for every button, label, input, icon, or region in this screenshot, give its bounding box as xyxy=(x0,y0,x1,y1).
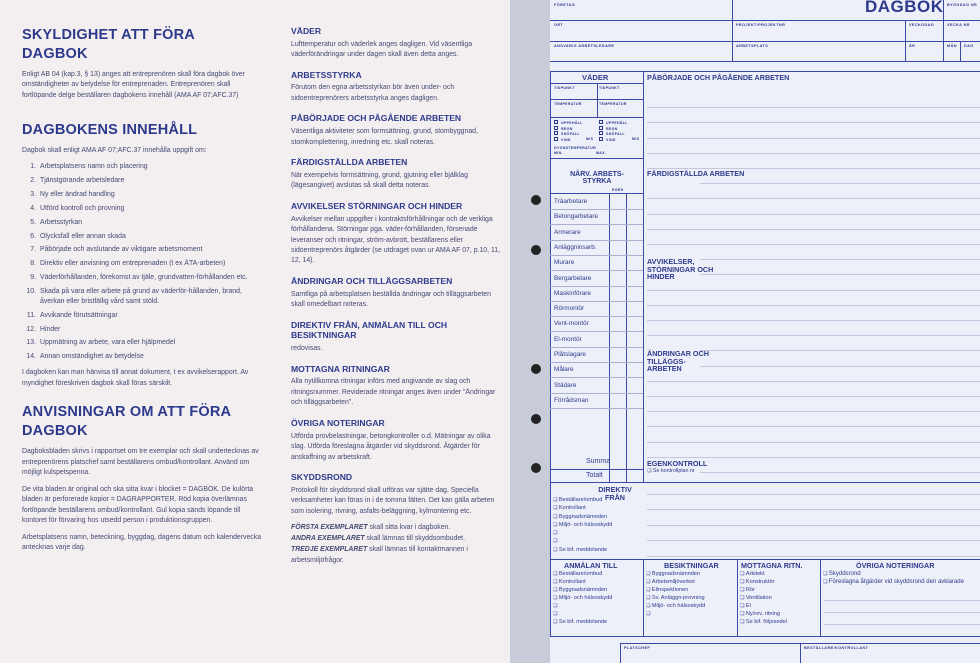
label-temperatur-2: TEMPERATUR xyxy=(599,102,627,106)
heading-skyddsrond: SKYDDSROND xyxy=(291,472,353,482)
label-arbetsplats: ARBETSPLATS xyxy=(736,44,769,48)
rule xyxy=(820,559,821,636)
label-max: MAX. xyxy=(596,151,607,155)
weather-checkbox[interactable] xyxy=(599,120,603,124)
label-temperatur-1: TEMPERATUR xyxy=(554,102,582,106)
frame-left xyxy=(550,71,551,637)
checkbox-item[interactable]: ❑ Se bif. följesedel xyxy=(740,619,787,627)
header-divider xyxy=(732,0,733,61)
writing-line[interactable] xyxy=(647,138,980,139)
content-list-item: 4. Utförd kontroll och provning xyxy=(30,204,125,212)
trade-label: Träarbetare xyxy=(554,198,588,205)
punch-hole xyxy=(531,195,541,205)
section-besiktningar: BESIKTNINGAR xyxy=(664,561,719,570)
label-summa: Summa xyxy=(586,458,611,465)
content-list-item: 1. Arbetsplatsens namn och placering xyxy=(30,163,148,171)
writing-line[interactable] xyxy=(647,442,980,443)
weather-option-label: UPPEHÅLL xyxy=(606,121,628,125)
section-narv-arbetsstyrka: NÄRV. ARBETS-STYRKA xyxy=(570,171,624,186)
text-anvisning-2: De vita bladen är original och ska sitta kvar i blocket = DAGBOK. De kulörta bladen är perforerade kopior = DAGRAPPORTER. Röd kopia överlämnas fortlöpande beställarens ombud/kontrollant. Gul kopia sänds löpande till kontoret för förvaring hos utsedd person i produktionsgruppen. xyxy=(22,485,254,525)
trade-row-line xyxy=(550,240,643,241)
writing-line[interactable] xyxy=(647,305,980,306)
text-direktiv: redovisas. xyxy=(291,345,323,353)
writing-line[interactable] xyxy=(647,540,980,541)
writing-line[interactable] xyxy=(700,472,980,473)
writing-line[interactable] xyxy=(647,457,980,458)
checkbox-item[interactable] xyxy=(553,603,612,611)
text-andringar: Samtliga på arbetsplatsen beställda ändringar och tilläggsarbeten skall omedelbart noteras. xyxy=(291,290,491,309)
writing-line[interactable] xyxy=(647,122,980,123)
content-list-item: 5. Arbetsstyrkan xyxy=(30,218,83,226)
content-list-item: 2. Tjänstgörande arbetsledare xyxy=(30,177,125,185)
content-list-item: 9. Väderförhållanden, förekomst av tjäle, grundvatten-förhållanden etc. xyxy=(30,273,248,281)
form-page xyxy=(510,0,980,663)
heading-vader: VÄDER xyxy=(291,26,322,36)
checkbox-item[interactable]: ❑ Byggnadsnämnden xyxy=(553,513,612,521)
checkbox-item[interactable] xyxy=(553,537,612,545)
rule xyxy=(626,193,627,483)
content-list-item: 11. Avvikande förutsättningar xyxy=(26,311,118,319)
trade-label: Bergarbetare xyxy=(554,274,592,282)
heading-avvikelser: AVVIKELSER STÖRNINGAR OCH HINDER xyxy=(291,200,463,211)
writing-line[interactable] xyxy=(647,411,980,412)
writing-line[interactable] xyxy=(647,229,980,230)
punch-hole xyxy=(531,463,541,473)
label-totalt: Totalt xyxy=(586,472,603,479)
frame-top xyxy=(550,71,980,72)
section-anmalan: ANMÄLAN TILL xyxy=(564,561,618,570)
rule xyxy=(643,559,644,636)
text-skyddsrond: Protokoll för skyddsrond skall utföras var sjätte dag. Speciella verksamheter kan föras in i de tomma fälten. Det kan gälla arbeten som isolering, rivning, asfalts-beläggning, kylmontering etc. xyxy=(291,486,495,515)
text-ovriga: Utförda provbelastningar, betongkontroller o.d. Mätningar av olika slag. Utförda föreslagna åtgärder vid skyddsrond. Åtgärder för anskaffning av arbetskraft. xyxy=(291,432,491,461)
rule xyxy=(550,117,643,118)
rule xyxy=(800,643,801,663)
section-direktiv: DIREKTIV FRÅN xyxy=(598,485,632,502)
label-tidpunkt-1: TIDPUNKT xyxy=(554,86,575,90)
direktiv-checklist xyxy=(553,496,612,554)
weather-option-label: REGN xyxy=(606,126,618,131)
content-list-item: 13. Uppmätning av arbete, vara eller hjälpmedel xyxy=(26,339,176,347)
writing-line[interactable] xyxy=(647,153,980,154)
rule xyxy=(550,193,643,194)
section-vader: VÄDER xyxy=(582,73,609,82)
writing-line[interactable] xyxy=(647,214,980,215)
weather-checkbox[interactable] xyxy=(599,131,603,135)
heading-anvisningar: ANVISNINGAR OM ATT FÖRA DAGBOK xyxy=(22,404,231,440)
ovriga-checklist xyxy=(823,571,973,587)
checkbox-item[interactable]: ❑ Miljö- och hälsoskydd xyxy=(553,521,612,529)
checkbox-item[interactable]: ❑ Se bif. meddelande xyxy=(553,546,612,554)
writing-line[interactable] xyxy=(647,556,980,557)
text-skyldighet: Enligt AB 04 (kap.3, § 13) anges att entreprenören skall föra dagbok över omständigheter av betydelse för entreprenaden. Entreprenören skall fortlöpande delge beställaren dagbokens innehåll (AMA AF 07;AFC.37) xyxy=(22,70,245,99)
checkbox-item[interactable]: ❑ Se bif. meddelande xyxy=(553,619,612,627)
checkbox-item[interactable]: ❑ Kontrollant xyxy=(553,504,612,512)
trade-row-line xyxy=(550,255,643,256)
punch-hole xyxy=(531,414,541,424)
writing-line[interactable] xyxy=(700,259,980,260)
content-list-item: 12. Hinder xyxy=(26,325,61,333)
text-fardigstallda: När exempelvis formsättning, grund, gjutning eller bjälklag (lägesangivet) avslutas så skall detta noteras. xyxy=(291,171,468,190)
trade-label: Rörmontör xyxy=(554,305,585,313)
weather-option-label: SNÖFALL xyxy=(561,132,580,137)
exemplar-1: FÖRSTA EXEMPLARET skall sitta kvar i dagboken. xyxy=(291,524,451,532)
label-byggdag: BYGGDAG NR xyxy=(947,3,978,7)
content-list-item: 7. Påbörjade och avslutande av viktigare arbetsmoment xyxy=(30,246,203,254)
checkbox-item[interactable]: ❑ Miljö- och hälsoskydd xyxy=(553,595,612,603)
section-ovriga: ÖVRIGA NOTERINGAR xyxy=(856,561,935,570)
text-hanvisa: I dagboken kan man hänvisa till annat dokument, t ex avvikelserapport. Av myndighet föreskriven dagbok skall föras särskilt. xyxy=(22,369,249,387)
heading-fardigstallda: FÄRDIGSTÄLLDA ARBETEN xyxy=(291,157,408,168)
heading-arbetsstyrka: ARBETSSTYRKA xyxy=(291,69,362,80)
writing-line[interactable] xyxy=(700,183,980,184)
trade-row-line xyxy=(550,377,643,378)
label-projekt: PROJEKT/PROJEKTNR xyxy=(736,23,786,27)
label-platschef: PLATSCHEF xyxy=(624,646,651,650)
frame-bottom xyxy=(550,636,980,637)
trade-row-line xyxy=(550,316,643,317)
label-bestallare: BESTÄLLARE/KONTROLLANT xyxy=(804,646,869,650)
form-title: DAGBOK xyxy=(865,0,944,16)
checkbox-item[interactable]: ❑ Arkitekt xyxy=(740,571,787,579)
content-list-item: 3. Ny eller ändrad handling xyxy=(30,191,115,199)
trade-label: Vent-montör xyxy=(554,320,589,328)
header-rule xyxy=(550,41,980,42)
besiktningar-checklist xyxy=(646,571,705,619)
exemplar-2: ANDRA EXEMPLARET skall lämnas till skyddsombudet. xyxy=(291,535,465,543)
label-tidpunkt-2: TIDPUNKT xyxy=(599,86,620,90)
header-divider xyxy=(960,41,961,61)
rule xyxy=(550,469,643,470)
trade-label: Målare xyxy=(554,366,574,374)
content-list xyxy=(22,162,262,362)
writing-line[interactable] xyxy=(647,107,980,108)
writing-line[interactable] xyxy=(647,509,980,510)
trade-row-line xyxy=(550,393,643,394)
checkbox-item[interactable]: ❑ Föreslagna åtgärder vid skyddsrond den avklarade xyxy=(823,579,973,587)
header-rule xyxy=(550,20,980,21)
writing-line[interactable] xyxy=(647,335,980,336)
rule xyxy=(550,482,980,483)
column-divider xyxy=(643,71,644,482)
instruction-column-2 xyxy=(291,26,501,566)
text-mottagna-ritningar: Alla nytillkomna ritningar införs med angivande av slag och ritningsnummer. Reviderade ritningar anges även under "Ändringar och tilläggsarbeten". xyxy=(291,378,496,407)
trade-row-line xyxy=(550,270,643,271)
content-list-item: 8. Direktiv eller anvisning om entreprenaden (t ex ÄTA-arbeten) xyxy=(30,260,226,268)
trade-label: Murare xyxy=(554,259,575,267)
trade-row-line xyxy=(550,362,643,363)
anmalan-checklist xyxy=(553,571,612,627)
text-anvisning-1: Dagboksbladen skrivs i rapportset om tre exemplar och skall undertecknas av entreprenörens platschef samt beställarens ombud/kontrollant. Använd om möjligt kulspetspenna. xyxy=(22,448,259,477)
weather-checkbox[interactable] xyxy=(599,126,603,130)
weather-checkbox[interactable] xyxy=(554,126,558,130)
section-paborjade: PÅBÖRJADE OCH PÅGÅENDE ARBETEN xyxy=(647,73,790,82)
egenkontroll-item[interactable]: ❑ Se kontrollplan nr xyxy=(647,468,695,475)
label-veckodag: VECKODAG xyxy=(909,23,935,27)
trade-row-line xyxy=(550,408,643,409)
label-ort: ORT xyxy=(554,23,564,27)
trade-row-line xyxy=(550,301,643,302)
weather-option-label: VIND xyxy=(561,137,571,142)
checkbox-item[interactable]: ❑ Sv. Anläggn-provning xyxy=(646,595,705,603)
rule xyxy=(597,83,598,117)
checkbox-item[interactable]: ❑ Arbetsmiljöverket xyxy=(646,579,705,587)
trade-label: El-montör xyxy=(554,335,582,343)
mottagna-checklist xyxy=(740,571,787,627)
label-foretag: FÖRETAG xyxy=(554,3,576,7)
weather-checkbox[interactable] xyxy=(599,137,603,141)
checkbox-item[interactable]: ❑ Skyddsrond xyxy=(823,571,973,579)
trade-label: Anläggninsarb. xyxy=(554,243,597,251)
checkbox-item[interactable]: ❑ El xyxy=(740,603,787,611)
text-innehall: Dagbok skall enligt AMA AF 07;AFC.37 innehålla uppgift om: xyxy=(22,146,207,154)
heading-mottagna-ritningar: MOTTAGNA RITNINGAR xyxy=(291,363,390,374)
checkbox-item[interactable] xyxy=(646,611,705,619)
rule xyxy=(620,643,621,663)
label-man: MÅN xyxy=(947,44,957,48)
rule xyxy=(550,559,980,560)
heading-innehall: DAGBOKENS INNEHÅLL xyxy=(22,122,198,139)
trade-row-line xyxy=(550,347,643,348)
label-egen: EGEN xyxy=(612,188,624,192)
writing-line[interactable] xyxy=(700,366,980,367)
writing-line[interactable] xyxy=(647,320,980,321)
section-fardigstallda: FÄRDIGSTÄLLDA ARBETEN xyxy=(647,169,745,178)
weather-option-label: VIND xyxy=(606,137,616,142)
trade-label: Armerare xyxy=(554,228,581,236)
checkbox-item[interactable]: ❑ Beställare/ombud xyxy=(553,496,612,504)
rule xyxy=(550,158,643,159)
writing-line[interactable] xyxy=(824,600,980,601)
checkbox-item[interactable]: ❑ Kontrollant xyxy=(553,579,612,587)
trade-row-line xyxy=(550,286,643,287)
heading-andringar: ÄNDRINGAR OCH TILLÄGGSARBETEN xyxy=(291,275,453,286)
writing-line[interactable] xyxy=(647,168,980,169)
checkbox-item[interactable] xyxy=(553,611,612,619)
trade-row-line xyxy=(550,224,643,225)
rule xyxy=(609,193,610,483)
trade-label: Förrådsman xyxy=(554,396,589,404)
section-avvikelser: AVVIKELSER, STÖRNINGAR OCH HINDER xyxy=(647,257,714,282)
weather-checkbox[interactable] xyxy=(554,120,558,124)
label-ar: ÅR xyxy=(909,44,916,48)
checkbox-item[interactable]: ❑ Rör xyxy=(740,587,787,595)
writing-line[interactable] xyxy=(824,612,980,613)
weather-option-label: REGN xyxy=(561,126,573,131)
text-paborjade: Väsentliga aktiviteter som formsättning, grund, stombyggnad, stomkomplettering, inredning etc. skall noteras. xyxy=(291,128,478,146)
writing-line[interactable] xyxy=(647,198,980,199)
trade-label: Maskinförare xyxy=(554,289,591,297)
writing-line[interactable] xyxy=(647,396,980,397)
writing-line[interactable] xyxy=(647,290,980,291)
writing-line[interactable] xyxy=(824,624,980,625)
label-min: MIN. xyxy=(554,151,563,155)
text-avvikelser: Avvikelser mellan uppgifter i kontraktsförhållningar och de verkliga förhållandena. Störningar pga. väder-förhållanden, försenade leveranser och ritningar, ström-avbrott, beställarens eller sidoentreprenörs åtgärder (se utdraget ovan ur AMA AF 07, p.10, 11, 12, 14). xyxy=(291,215,501,265)
checkbox-item[interactable]: ❑ Elinspektionen xyxy=(646,587,705,595)
checkbox-item[interactable]: ❑ Ventilation xyxy=(740,595,787,603)
content-list-item: 6. Olycksfall eller annan skada xyxy=(30,232,126,240)
content-list-item: 10. Skada på vara eller arbete på grund av väderför-hållanden, brand, åverkan eller bristfällig vård samt stöld. xyxy=(26,287,242,305)
writing-line[interactable] xyxy=(647,244,980,245)
exemplar-3: TREDJE EXEMPLARET skall lämnas till kontaktmannen i arbetsmiljöfrågor. xyxy=(291,546,468,565)
weather-option-label: SNÖFALL xyxy=(606,132,625,137)
writing-line[interactable] xyxy=(700,274,980,275)
checkbox-item[interactable]: ❑ Ny/rev. ritning xyxy=(740,611,787,619)
text-anvisning-3: Arbetsplatsens namn, beteckning, byggdag, dagens datum och kalendervecka antecknas varje dag. xyxy=(22,533,262,551)
weather-checkbox[interactable] xyxy=(554,131,558,135)
section-mottagna: MOTTAGNA RITN. xyxy=(741,561,803,570)
checkbox-item[interactable] xyxy=(553,529,612,537)
punch-hole xyxy=(531,364,541,374)
checkbox-item[interactable]: ❑ Byggnadsnämnden xyxy=(553,587,612,595)
instruction-column-1 xyxy=(22,26,262,559)
trade-label: Plåtslagare xyxy=(554,351,586,358)
writing-line[interactable] xyxy=(647,525,980,526)
weather-checkbox[interactable] xyxy=(554,137,558,141)
text-arbetsstyrka: Förutom den egna arbetsstyrkan bör även under- och sidoentreprenörers arbetsstyrka anges dagligen. xyxy=(291,84,455,102)
writing-line[interactable] xyxy=(647,494,980,495)
rule xyxy=(550,99,643,100)
checkbox-item[interactable]: ❑ Byggnadsnämnden xyxy=(646,571,705,579)
trade-row-line xyxy=(550,331,643,332)
label-dygnstemperatur: DYGNSTEMPERATUR xyxy=(554,146,596,150)
trade-row-line xyxy=(550,209,643,210)
label-ms: M/S xyxy=(632,137,640,141)
content-list-item: 14. Annan omständighet av betydelse xyxy=(26,353,144,361)
label-vecka: VECKA NR xyxy=(947,23,970,27)
heading-skyldighet: SKYLDIGHET ATT FÖRA DAGBOK xyxy=(22,27,195,62)
writing-line[interactable] xyxy=(647,426,980,427)
trade-label: Städare xyxy=(554,381,577,389)
checkbox-item[interactable]: ❑ Miljö- och hälsoskydd xyxy=(646,603,705,611)
dagbok-sheet xyxy=(550,0,980,663)
heading-paborjade: PÅBÖRJADE OCH PÅGÅENDE ARBETEN xyxy=(291,113,462,124)
writing-line[interactable] xyxy=(647,381,980,382)
rule xyxy=(737,559,738,636)
punch-hole xyxy=(531,245,541,255)
label-ansvarig: ANSVARIG ARBETSLEDARE xyxy=(554,44,615,48)
label-ms: M/S xyxy=(586,137,594,141)
section-andringar: ÄNDRINGAR OCH TILLÄGGS-ARBETEN xyxy=(647,349,709,374)
section-egenkontroll: EGENKONTROLL xyxy=(647,459,708,468)
label-dag: DAG xyxy=(964,44,974,48)
checkbox-item[interactable]: ❑ Konstruktör xyxy=(740,579,787,587)
text-vader: Lufttemperatur och väderlek anges dagligen. Vid väsentliga väderförändringar under dagen skall även detta anges. xyxy=(291,40,473,59)
writing-line[interactable] xyxy=(700,350,980,351)
header-rule xyxy=(550,61,980,62)
heading-direktiv: DIREKTIV FRÅN, ANMÄLAN TILL OCH BESIKTNINGAR xyxy=(291,319,448,341)
heading-ovriga: ÖVRIGA NOTERINGAR xyxy=(291,417,385,428)
weather-option-label: UPPEHÅLL xyxy=(561,121,583,125)
checkbox-item[interactable]: ❑ Beställare/ombud xyxy=(553,571,612,579)
trade-label: Betongarbetare xyxy=(554,213,599,221)
header-divider xyxy=(905,20,906,61)
